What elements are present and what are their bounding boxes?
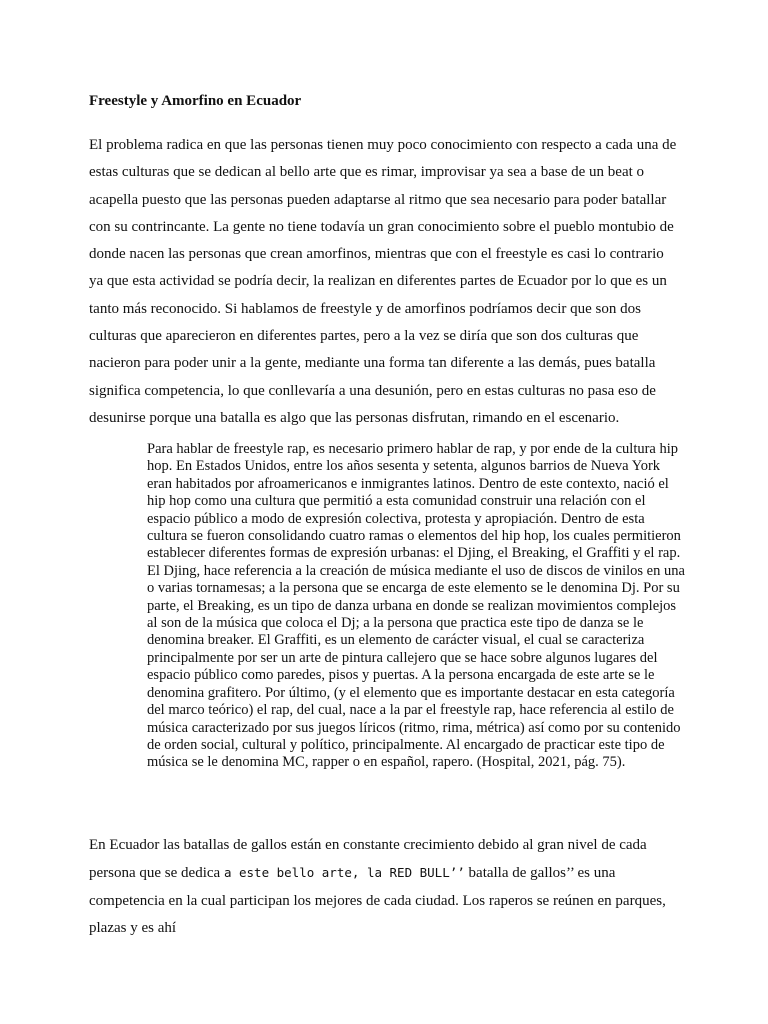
paragraph-2-start: En Ecuador las batallas de gallos están en constante crecimiento debido al gran nivel de cada persona que se dedica (89, 837, 647, 882)
paragraph-2-mono-fragment: a este bello arte, la RED BULL’’ (223, 865, 465, 881)
body-paragraph-1: El problema radica en que las personas tienen muy poco conocimiento con respecto a cada una de estas culturas que se dedican al bello arte que es rimar, improvisar ya sea a base de un beat o acapella puesto que las personas pueden adaptarse al ritmo que sea necesario para poder batallar con su contrincante. La gente no tiene todavía un gran conocimiento sobre el pueblo montubio de donde nacen las personas que crean amorfinos, mientras que con el freestyle es casi lo contrario ya que esta actividad se podría decir, la realizan en diferentes partes de Ecuador por lo que es un tanto más reconocido. Si hablamos de freestyle y de amorfinos podríamos decir que son dos culturas que aparecieron en diferentes partes, pero a la vez se diría que son dos culturas que nacieron para poder unir a la gente, mediante una forma tan diferente a las demás, pues batalla significa competencia, lo que conllevaría a una desunión, pero en estas culturas no pasa eso de desunirse porque una batalla es algo que las personas disfrutan, rimando en el escenario. (89, 137, 677, 426)
paragraph-2-end: batalla de gallos’’ es una competencia en la cual participan los mejores de cada ciudad. Los raperos se reúnen en parques, plazas y es ahí (89, 865, 666, 936)
document-title: Freestyle y Amorfino en Ecuador (89, 93, 302, 109)
body-paragraph-2 (89, 832, 681, 942)
block-quote: Para hablar de freestyle rap, es necesario primero hablar de rap, y por ende de la cultura hip hop. En Estados Unidos, entre los años sesenta y setenta, algunos barrios de Nueva York eran habitados por afroamericanos e inmigrantes latinos. Dentro de este contexto, nació el hip hop como una cultura que permitió a esta comunidad construir una relación con el espacio público a modo de expresión colectiva, protesta y apropiación. Dentro de esta cultura se fueron consolidando cuatro ramas o elementos del hip hop, los cuales permitieron establecer diferentes formas de expresión urbanas: el Djing, el Breaking, el Graffiti y el rap. El Djing, hace referencia a la creación de música mediante el uso de discos de vinilos en una o varias tornamesas; a la persona que se encarga de este elemento se le denomina Dj. Por su parte, el Breaking, es un tipo de danza urbana en donde se realizan movimientos complejos al son de la música que coloca el Dj; a la persona que practica este tipo de danza se le denomina breaker. El Graffiti, es un elemento de carácter visual, el cual se caracteriza principalmente por ser un arte de pintura callejero que se hace sobre algunos lugares del espacio público como paredes, pisos y puertas. A la persona encargada de este arte se le denomina grafitero. Por último, (y el elemento que es importante destacar en esta categoría del marco teórico) el rap, del cual, nace a la par el freestyle rap, hace referencia al estilo de música caracterizado por sus juegos líricos (ritmo, rima, métrica) así como por su contenido de orden social, cultural y político, principalmente. Al encargado de practicar este tipo de música se le denomina MC, rapper o en español, rapero. (Hospital, 2021, pág. 75). (147, 441, 685, 771)
